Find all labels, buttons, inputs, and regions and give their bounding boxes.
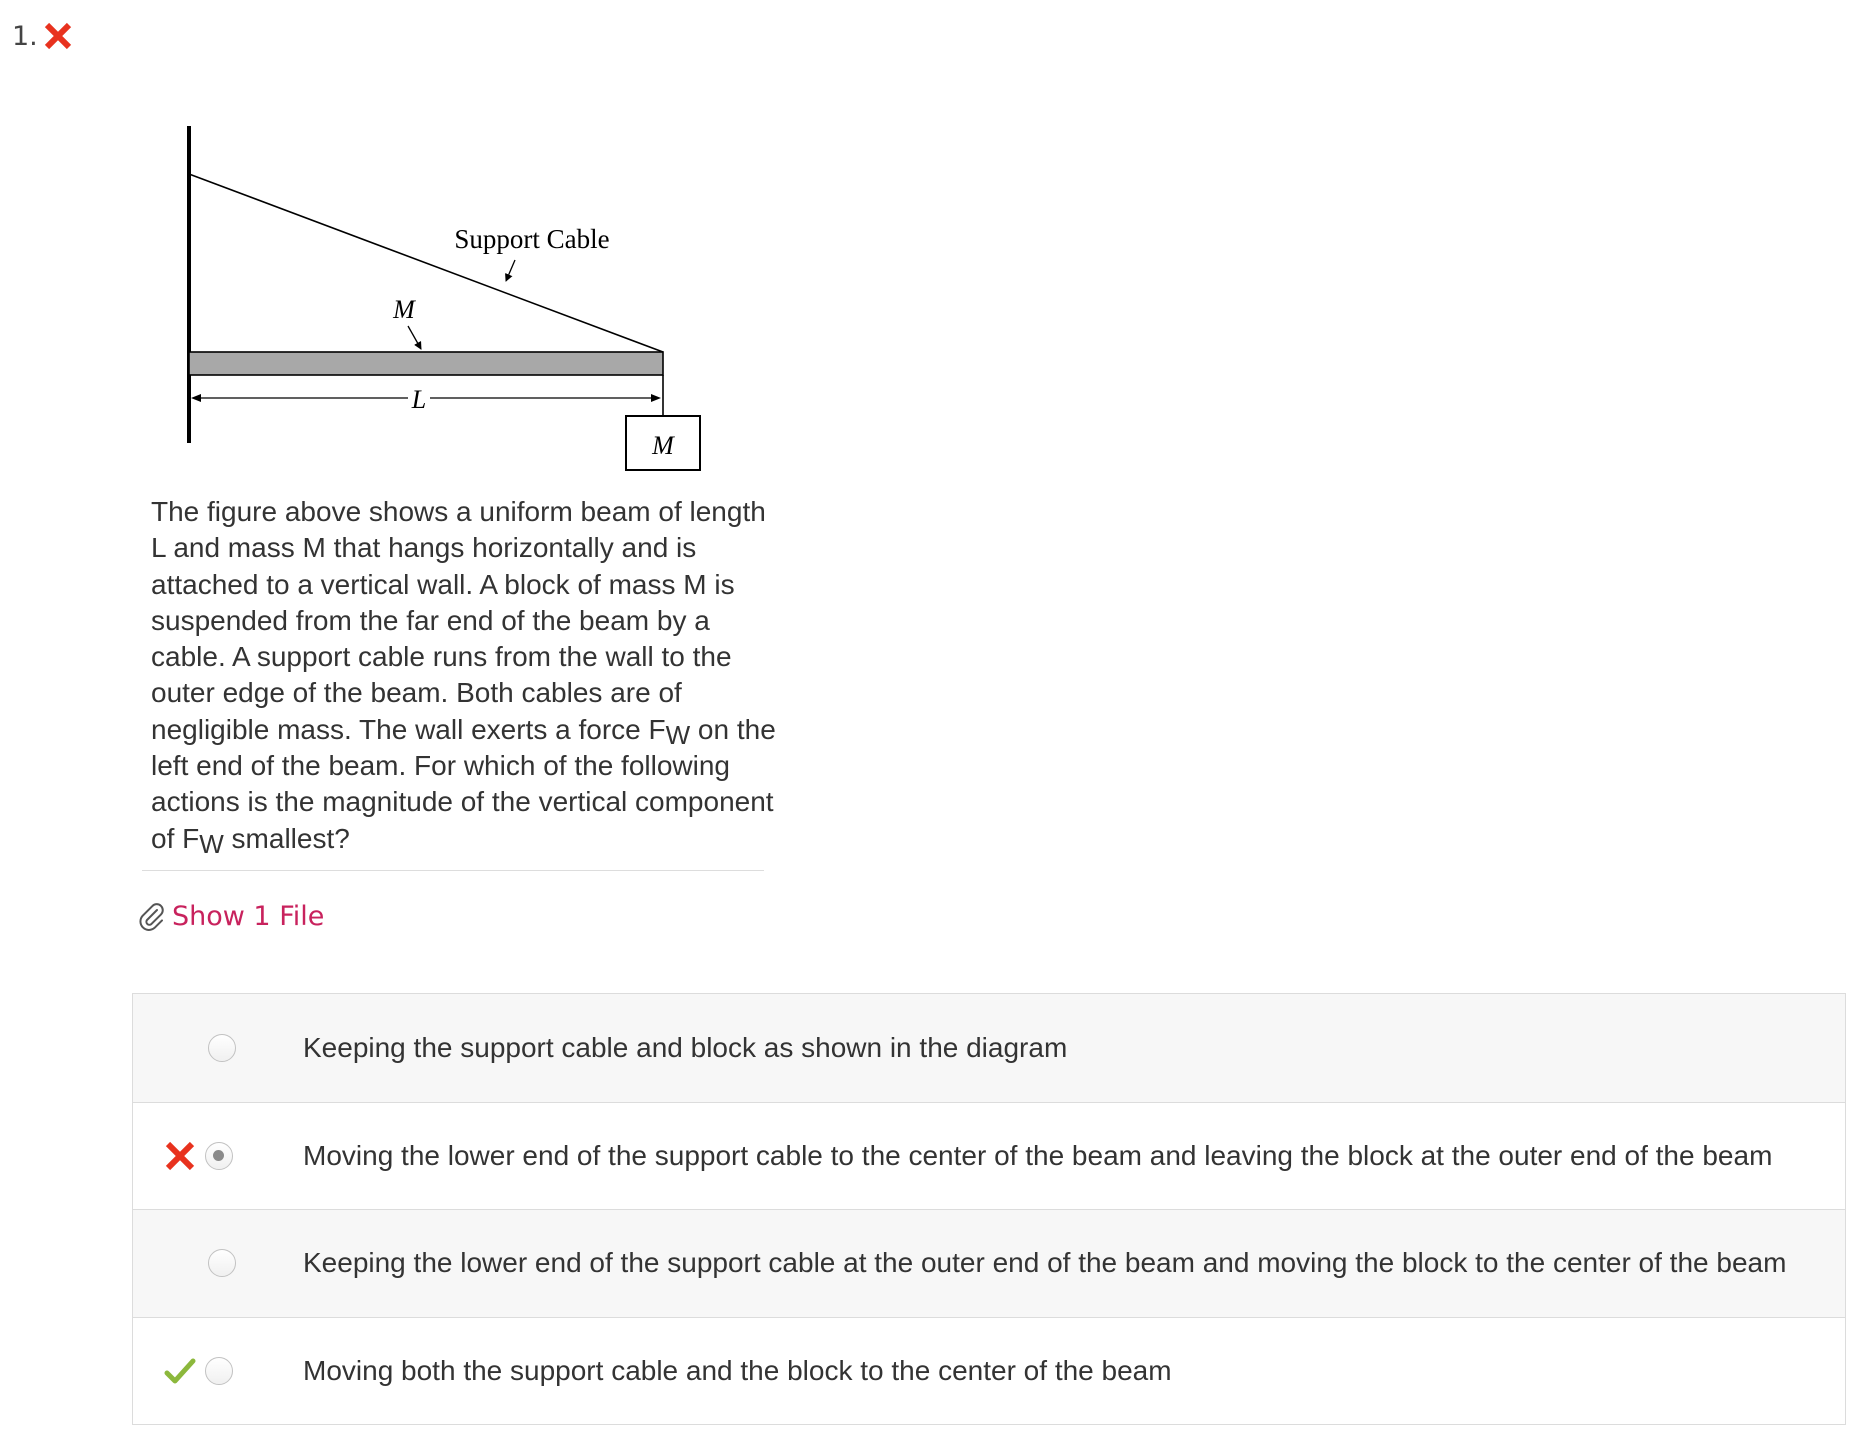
support-cable-label: Support Cable (454, 224, 610, 254)
beam-mass-label: M (393, 295, 415, 324)
answer-option-4[interactable] (133, 1317, 1845, 1425)
check-icon (163, 1354, 197, 1388)
answer-label-1[interactable]: Keeping the support cable and block as shown in the diagram (303, 1031, 1068, 1063)
length-label: L (411, 385, 427, 414)
support-cable-pointer (506, 260, 515, 281)
length-arrow-left (191, 394, 201, 402)
block-mass-label: M (652, 431, 674, 460)
x-icon (163, 1139, 197, 1173)
answer-radio-1[interactable] (208, 1034, 236, 1062)
answer-list (132, 993, 1846, 1425)
length-arrow-right (651, 394, 661, 402)
question-header (12, 14, 74, 58)
paperclip-icon (136, 901, 166, 931)
stem-subscript-w1: W (665, 719, 691, 750)
answer-option-2[interactable] (133, 1102, 1845, 1210)
show-files-link[interactable] (136, 896, 324, 936)
stem-text-part3: smallest? (223, 822, 350, 854)
answer-option-1[interactable] (133, 994, 1845, 1102)
stem-subscript-w2: W (199, 828, 224, 859)
answer-radio-3[interactable] (208, 1249, 236, 1277)
beam-mass-pointer (408, 326, 421, 349)
answer-label-4[interactable]: Moving both the support cable and the block to the center of the beam (303, 1354, 1172, 1386)
answer-radio-2[interactable] (205, 1142, 233, 1170)
support-cable (189, 174, 663, 352)
question-stem (151, 494, 781, 857)
x-icon (42, 20, 74, 52)
question-number: 1. (12, 20, 38, 52)
stem-text-part1: The figure above shows a uniform beam of length L and mass M that hangs horizontally and is attached to a vertical wall. A block of mass M is suspended from the far end of the beam by a cable. A support cable runs from the wall to the outer edge of the beam. Both cables are of negligible mass. The wall exerts a force F (151, 496, 766, 745)
stem-text-part2: on the left end of the beam. For which of the following actions is the magnitude of the vertical component of F (151, 713, 776, 854)
beam (189, 352, 663, 375)
answer-radio-4[interactable] (205, 1357, 233, 1385)
answer-label-3[interactable]: Keeping the lower end of the support cable at the outer end of the beam and moving the block to the center of the beam (303, 1247, 1787, 1279)
beam-diagram (140, 118, 740, 483)
stem-divider (142, 870, 764, 871)
show-files-label[interactable]: Show 1 File (172, 900, 325, 932)
answer-label-2[interactable]: Moving the lower end of the support cable to the center of the beam and leaving the block at the outer end of the beam (303, 1139, 1773, 1171)
answer-option-3[interactable] (133, 1209, 1845, 1317)
